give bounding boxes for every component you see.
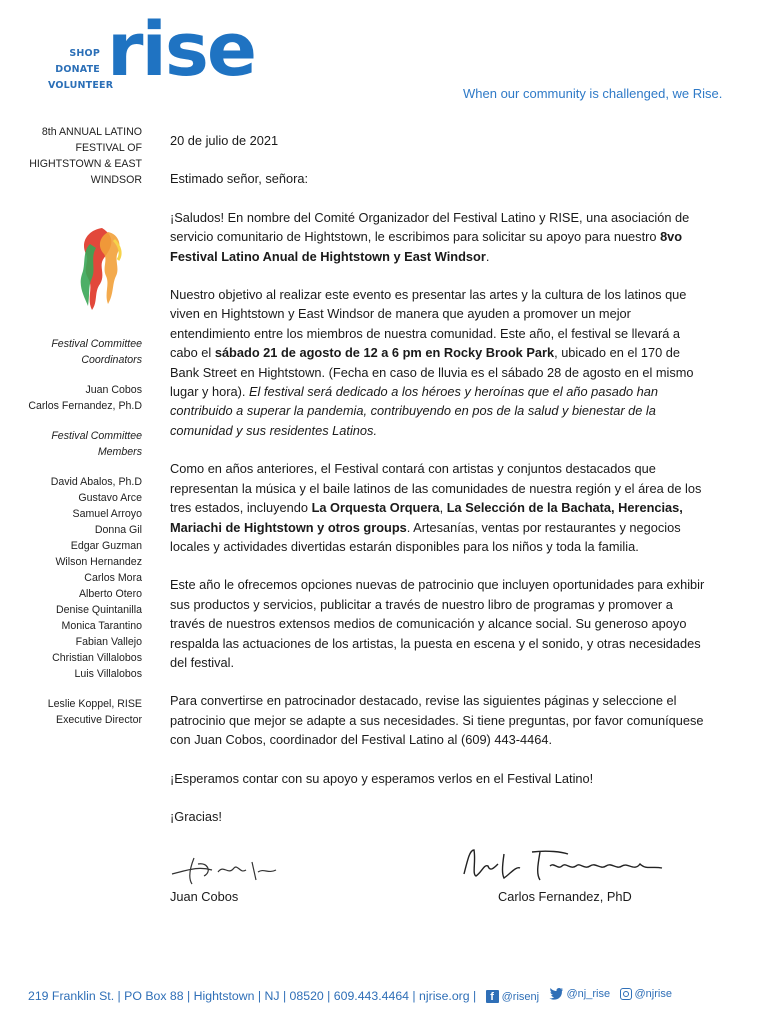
event-date-bold: sábado 21 de agosto de 12 a 6 pm en Rocky Brook Park [214, 345, 555, 361]
member-name: Samuel Arroyo [72, 508, 142, 520]
sidebar [20, 124, 142, 728]
paragraph-greeting [170, 208, 710, 266]
coordinator-name: Juan Cobos [85, 384, 142, 396]
director-name: Leslie Koppel, RISE [47, 698, 142, 710]
signer-juan-cobos: Juan Cobos [170, 889, 239, 904]
text-run: , [439, 500, 447, 516]
member-name: Monica Tarantino [61, 620, 142, 632]
letter-body [170, 131, 710, 826]
logo-links [48, 46, 114, 94]
paragraph-objective [170, 285, 710, 440]
logo-link-donate[interactable]: DONATE [55, 64, 100, 75]
twitter-handle: @nj_rise [566, 988, 611, 1000]
instagram-icon [620, 988, 632, 1000]
member-name: Carlos Mora [84, 572, 142, 584]
coordinator-name: Carlos Fernandez, Ph.D [28, 400, 142, 412]
festival-flame-icon [68, 224, 130, 316]
member-name: Wilson Hernandez [55, 556, 142, 568]
tagline: When our community is challenged, we Rise. [463, 86, 723, 101]
paragraph-contact: Para convertirse en patrocinador destacado, revise las siguientes páginas y seleccione el patrocinio que mejor se adapte a sus necesidades. Si tiene preguntas, por favor comuníquese con Juan Cobos, coordinador del Festival Latino al (609) 443-4464. [170, 693, 704, 748]
paragraph-sponsorship: Este año le ofrecemos opciones nuevas de patrocinio que incluyen oportunidades para exhibir sus productos y servicios, publicitar a través de nuestro libro de programas y promover a través de nuestros extensos medios de comunicación y alcance social. Su generoso apoyo respalda las actuaciones de los artistas, la puesta en escena y el sonido, y otras necesidades del festival. [170, 577, 705, 670]
signer-carlos-fernandez: Carlos Fernandez, PhD [498, 889, 632, 904]
member-name: Edgar Guzman [70, 540, 142, 552]
artist-bold: La Orquesta Orquera [311, 500, 440, 516]
letter-date: 20 de julio de 2021 [170, 133, 279, 148]
members-heading: Festival Committee [51, 430, 142, 442]
letter-salutation: Estimado señor, señora: [170, 171, 308, 187]
paragraph-artists [170, 459, 710, 556]
member-name: Donna Gil [94, 524, 142, 536]
twitter-icon [549, 988, 564, 1000]
logo-link-volunteer[interactable]: VOLUNTEER [48, 80, 114, 91]
director-title: Executive Director [56, 714, 142, 726]
facebook-icon: f [486, 990, 499, 1003]
text-run: ¡Saludos! En nombre del Comité Organizador del Festival Latino y RISE, una asociación de servicio comunitario de Hightstown, le escribimos para solicitar su apoyo para nuestro [170, 209, 690, 245]
event-title-line: HIGHTSTOWN & EAST [29, 158, 142, 170]
event-title-line: FESTIVAL OF [75, 142, 142, 154]
members-heading: Members [97, 446, 142, 458]
artist-bold: La Selección de la Bachata, Herencias, Mariachi de Hightstown y otros groups [170, 500, 683, 535]
text-run: . Artesanías, ventas por restaurantes y negocios locales y actividades divertidas estarán disponibles para los niños y toda la familia. [170, 519, 681, 554]
dedication-italic: El festival será dedicado a los héroes y heroínas que el año pasado han contribuido a superar la pandemia, contribuyendo en pos de la salud y bienestar de la comunidad y sus residentes Latinos. [170, 384, 659, 438]
text-run: , ubicado en el 170 de Bank Street en Hightstown. (Fecha en caso de lluvia es el sábado 28 de agosto en el mismo lugar y hora). [170, 345, 694, 400]
member-name: Denise Quintanilla [56, 604, 142, 616]
signature-juan-cobos [168, 850, 288, 886]
logo-link-shop[interactable]: SHOP [69, 48, 100, 59]
text-run: Como en años anteriores, el Festival contará con artistas y conjuntos destacados que representan la música y el baile latinos de las comunidades de nuestra región y el área de los tres estados, incluyendo [170, 461, 702, 516]
paragraph-closing: ¡Esperamos contar con su apoyo y esperamos verlos en el Festival Latino! [170, 770, 594, 786]
instagram-handle: @njrise [634, 988, 672, 1000]
coordinators-heading: Festival Committee [51, 338, 142, 350]
text-run: . [485, 248, 490, 264]
event-title-line: WINDSOR [90, 174, 142, 186]
member-name: David Abalos, Ph.D [50, 476, 142, 488]
signature-carlos-fernandez [458, 844, 670, 886]
member-name: Gustavo Arce [78, 492, 142, 504]
text-run: Nuestro objetivo al realizar este evento es presentar las artes y la cultura de los latinos que viven en Hightstown y East Windsor de manera que ayuden a promover un mejor entendimiento entre los miembros de nuestra comunidad. Este año, el festival se llevará a cabo el [170, 287, 687, 361]
event-title-line: 8th ANNUAL LATINO [41, 126, 142, 138]
footer [28, 988, 758, 1003]
facebook-handle: @risenj [501, 990, 540, 1003]
instagram-link[interactable] [620, 988, 672, 1000]
coordinators-heading: Coordinators [81, 354, 142, 366]
rise-logo: rise [107, 7, 256, 93]
festival-name-bold: 8vo Festival Latino Anual de Hightstown y East Windsor [170, 229, 683, 264]
member-name: Alberto Otero [78, 588, 142, 600]
member-name: Christian Villalobos [52, 652, 142, 664]
letter-thanks: ¡Gracias! [170, 808, 222, 824]
twitter-link[interactable] [549, 988, 611, 1000]
member-name: Fabian Vallejo [75, 636, 142, 648]
footer-address: 219 Franklin St. | PO Box 88 | Hightstown | NJ | 08520 | 609.443.4464 | njrise.org | [28, 989, 477, 1003]
member-name: Luis Villalobos [74, 668, 142, 680]
facebook-link[interactable] [486, 990, 539, 1003]
